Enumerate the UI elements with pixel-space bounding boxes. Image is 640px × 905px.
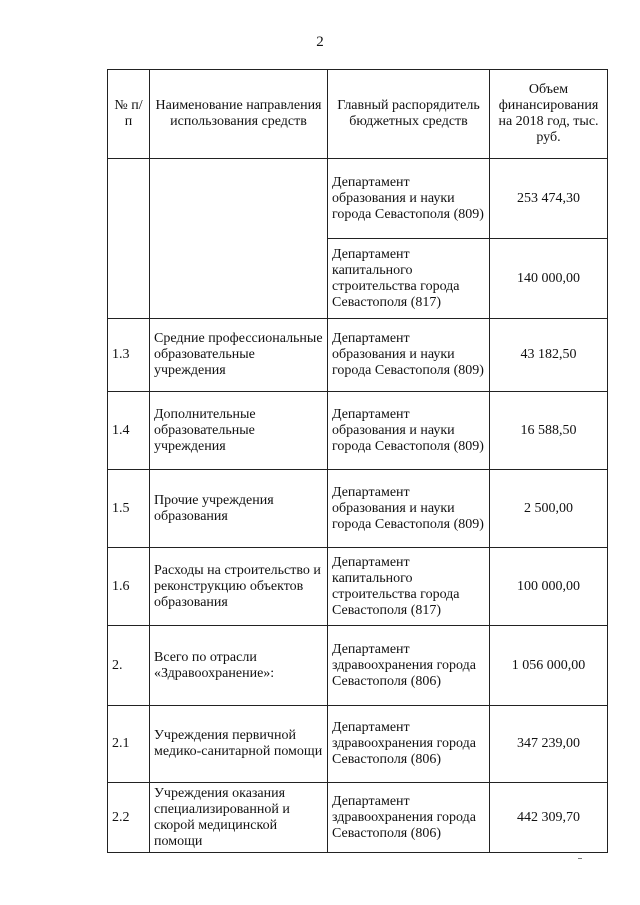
table-row — [108, 159, 608, 239]
funding-table — [107, 69, 608, 853]
row-direction: Учреждения первичной медико-санитарной помощи — [150, 706, 328, 783]
row-amount: 347 239,00 — [490, 706, 608, 783]
row-administrator: Департамент здравоохранения города Севастополя (806) — [328, 783, 490, 853]
header-num: № п/п — [108, 70, 150, 159]
header-direction: Наименование направления использования средств — [150, 70, 328, 159]
row-administrator: Департамент капитального строительства города Севастополя (817) — [328, 548, 490, 626]
row-num: 2.2 — [108, 783, 150, 853]
row-amount: 442 309,70 — [490, 783, 608, 853]
table-row — [108, 706, 608, 783]
table-row — [108, 470, 608, 548]
row-direction: Всего по отрасли «Здравоохранение»: — [150, 626, 328, 706]
table-row — [108, 548, 608, 626]
row-num: 2.1 — [108, 706, 150, 783]
scan-speck — [578, 858, 582, 859]
row-direction: Средние профессиональные образовательные учреждения — [150, 319, 328, 392]
row-amount: 140 000,00 — [490, 239, 608, 319]
row-administrator: Департамент здравоохранения города Севастополя (806) — [328, 626, 490, 706]
row-amount: 100 000,00 — [490, 548, 608, 626]
row-administrator: Департамент образования и науки города Севастополя (809) — [328, 159, 490, 239]
row-amount: 16 588,50 — [490, 392, 608, 470]
row-administrator: Департамент образования и науки города Севастополя (809) — [328, 470, 490, 548]
row-administrator: Департамент капитального строительства города Севастополя (817) — [328, 239, 490, 319]
page-number: 2 — [316, 34, 324, 50]
row-administrator: Департамент образования и науки города Севастополя (809) — [328, 392, 490, 470]
table-header-row — [108, 70, 608, 159]
row-administrator: Департамент образования и науки города Севастополя (809) — [328, 319, 490, 392]
row-amount: 253 474,30 — [490, 159, 608, 239]
table-row — [108, 783, 608, 853]
row-amount: 2 500,00 — [490, 470, 608, 548]
row-num: 1.3 — [108, 319, 150, 392]
table-row — [108, 626, 608, 706]
table-row — [108, 392, 608, 470]
row-direction: Дополнительные образовательные учреждения — [150, 392, 328, 470]
row-direction: Учреждения оказания специализированной и скорой медицинской помощи — [150, 783, 328, 853]
row-direction: Расходы на строительство и реконструкцию объектов образования — [150, 548, 328, 626]
table-row — [108, 319, 608, 392]
row-num: 2. — [108, 626, 150, 706]
row-amount: 1 056 000,00 — [490, 626, 608, 706]
row-administrator: Департамент здравоохранения города Севастополя (806) — [328, 706, 490, 783]
row-direction — [150, 159, 328, 319]
row-num: 1.5 — [108, 470, 150, 548]
row-num: 1.6 — [108, 548, 150, 626]
row-amount: 43 182,50 — [490, 319, 608, 392]
row-num: 1.4 — [108, 392, 150, 470]
row-direction: Прочие учреждения образования — [150, 470, 328, 548]
row-num — [108, 159, 150, 319]
header-administrator: Главный распорядитель бюджетных средств — [328, 70, 490, 159]
header-amount: Объем финансирования на 2018 год, тыс. руб. — [490, 70, 608, 159]
